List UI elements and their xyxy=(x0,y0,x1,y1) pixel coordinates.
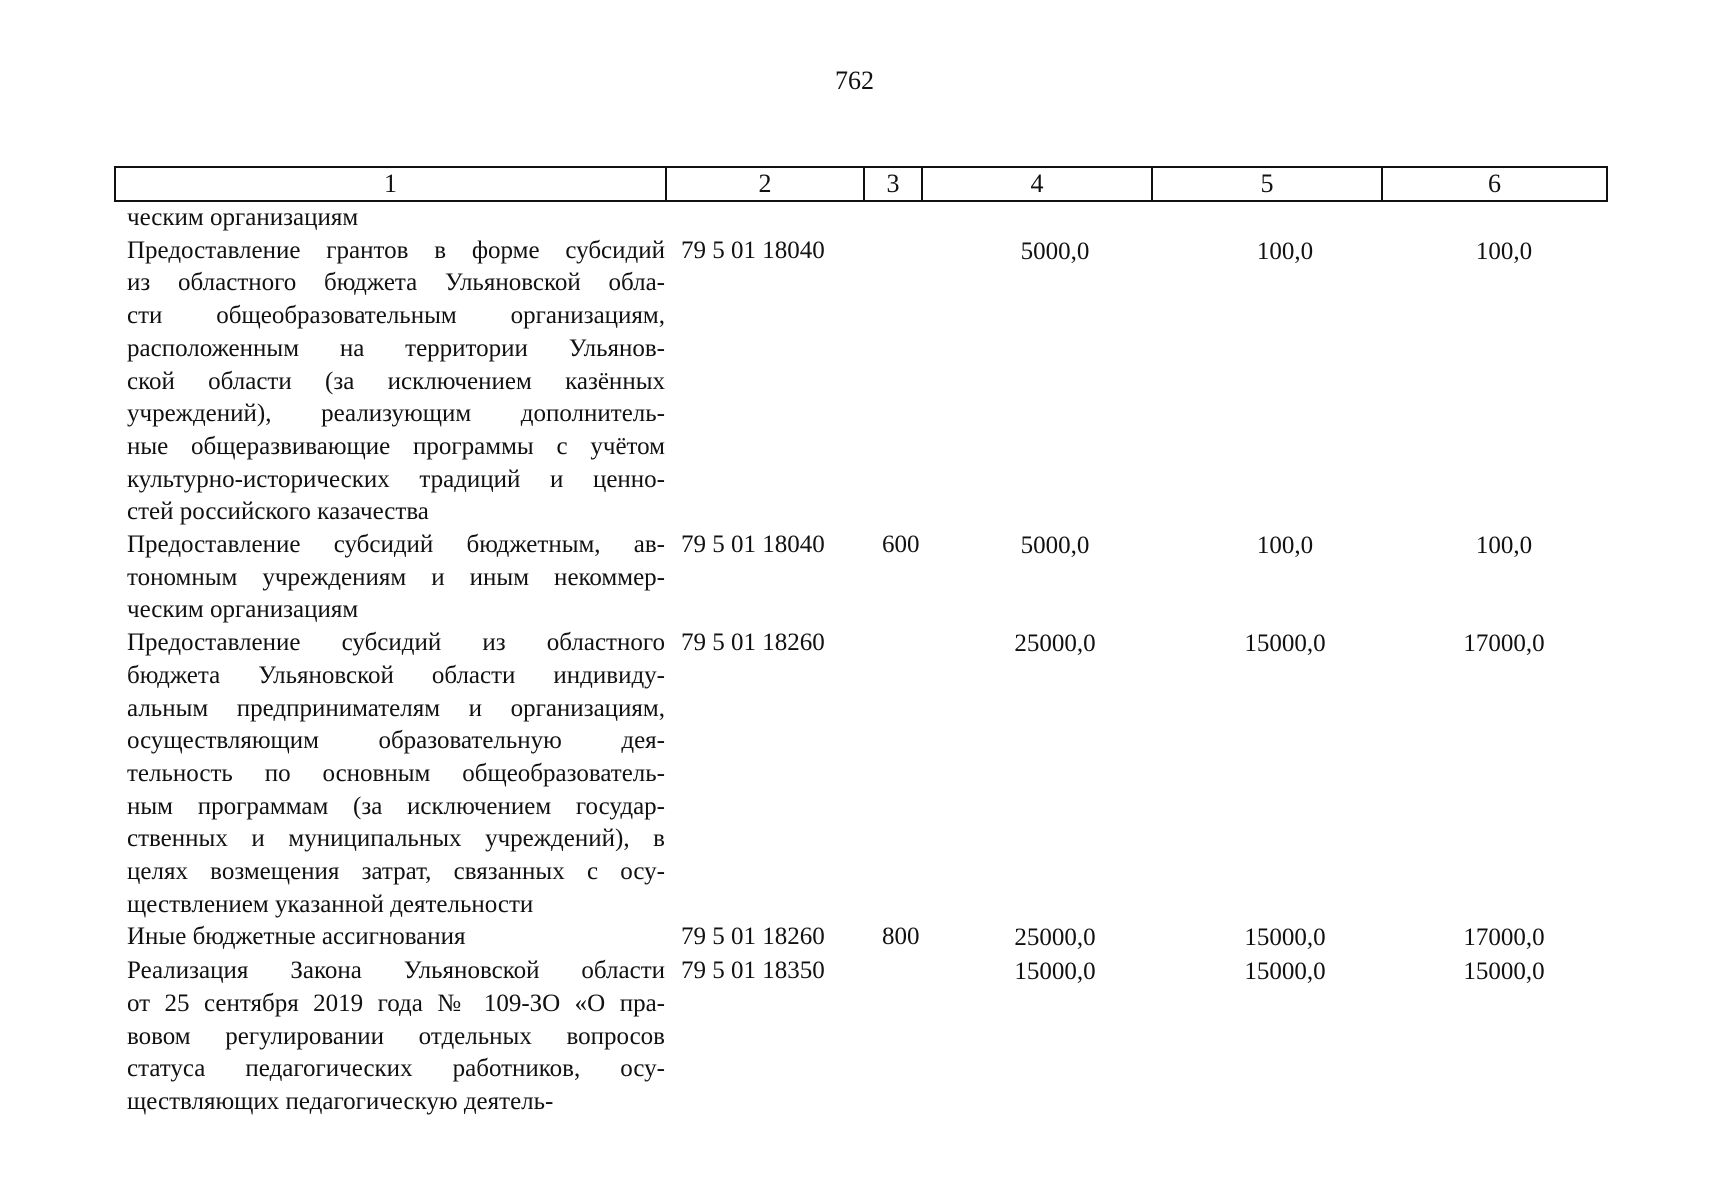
description-line: вовом регулировании отдельных вопросов xyxy=(127,1022,665,1050)
table-row xyxy=(114,202,1608,235)
row-value-col5: 15000,0 xyxy=(1244,924,1326,952)
description-line: Предоставление субсидий из областного xyxy=(127,629,665,657)
description-line: тономным учреждениям и иным некоммер- xyxy=(127,563,665,591)
description-line: осуществляющим образовательную дея- xyxy=(127,727,665,755)
row-expense-kind: 600 xyxy=(882,531,920,559)
description-line: ществлением указанной деятельности xyxy=(127,890,534,918)
row-value-col5: 100,0 xyxy=(1256,237,1314,265)
table-header xyxy=(114,166,1608,202)
description-line: расположенным на территории Ульянов- xyxy=(127,334,665,362)
description-line: ческим организациям xyxy=(127,204,359,231)
row-value-col6: 100,0 xyxy=(1475,237,1533,265)
row-value-col5 xyxy=(1170,202,1400,203)
description-line: тельность по основным общеобразователь- xyxy=(127,759,665,787)
row-value-col4 xyxy=(940,202,1170,203)
description-line: от 25 сентября 2019 года № 109-ЗО «О пра- xyxy=(127,989,665,1017)
description-line: Иные бюджетные ассигнования xyxy=(127,923,466,951)
description-line: стей российского казачества xyxy=(127,498,429,526)
row-value-col5: 15000,0 xyxy=(1244,958,1326,986)
description-line: ской области (за исключением казённых xyxy=(127,367,665,395)
description-line: ществляющих педагогическую деятель- xyxy=(127,1087,554,1115)
table-row xyxy=(114,235,1608,529)
column-header-3: 3 xyxy=(865,168,923,200)
row-description xyxy=(114,955,665,1119)
row-description xyxy=(114,202,665,235)
row-value-col5: 100,0 xyxy=(1256,532,1314,560)
description-line: культурно-исторических традиций и ценно- xyxy=(127,465,665,493)
row-target-code: 79 5 01 18260 xyxy=(681,923,825,951)
row-expense-kind: 800 xyxy=(882,923,920,951)
description-line: ные общеразвивающие программы с учётом xyxy=(127,432,665,460)
description-line: ственных и муниципальных учреждений), в xyxy=(127,825,665,853)
column-header-5: 5 xyxy=(1153,168,1383,200)
row-description xyxy=(114,529,665,627)
column-header-1: 1 xyxy=(116,168,667,200)
description-line: альным предпринимателям и организациям, xyxy=(127,694,665,722)
row-value-col5: 15000,0 xyxy=(1244,630,1326,658)
description-line: учреждений), реализующим дополнитель- xyxy=(127,400,665,428)
row-description xyxy=(114,921,665,954)
page-number: 762 xyxy=(835,66,874,95)
row-description xyxy=(114,627,665,921)
column-header-6: 6 xyxy=(1488,169,1501,198)
row-target-code: 79 5 01 18040 xyxy=(681,236,825,264)
table-row xyxy=(114,921,1608,955)
description-line: целях возмещения затрат, связанных с осу- xyxy=(127,858,665,886)
description-line: Реализация Закона Ульяновской области xyxy=(127,957,665,985)
row-value-col6: 17000,0 xyxy=(1463,924,1545,952)
column-header-4: 4 xyxy=(923,168,1153,200)
description-line: из областного бюджета Ульяновской обла- xyxy=(127,269,665,297)
row-value-col4: 5000,0 xyxy=(1020,532,1090,560)
row-value-col6 xyxy=(1400,202,1608,203)
description-line: бюджета Ульяновской области индивиду- xyxy=(127,661,665,689)
description-line: ческим организациям xyxy=(127,596,359,624)
row-value-col4: 25000,0 xyxy=(1014,924,1096,952)
column-header-2: 2 xyxy=(667,168,865,200)
row-target-code: 79 5 01 18260 xyxy=(681,629,825,657)
row-target-code: 79 5 01 18040 xyxy=(681,531,825,559)
row-value-col4: 5000,0 xyxy=(1020,237,1090,265)
description-line: Предоставление субсидий бюджетным, ав- xyxy=(127,531,665,559)
row-value-col6: 100,0 xyxy=(1475,532,1533,560)
description-line: сти общеобразовательным организациям, xyxy=(127,302,665,330)
table-body xyxy=(114,202,1608,1119)
row-value-col6: 15000,0 xyxy=(1463,958,1545,986)
row-value-col4: 25000,0 xyxy=(1014,630,1096,658)
description-line: статуса педагогических работников, осу- xyxy=(127,1055,665,1083)
description-line: ным программам (за исключением государ- xyxy=(127,792,665,820)
row-target-code: 79 5 01 18350 xyxy=(681,957,825,985)
description-line: Предоставление грантов в форме субсидий xyxy=(127,236,665,264)
row-value-col6: 17000,0 xyxy=(1463,630,1545,658)
table-row xyxy=(114,529,1608,627)
row-value-col4: 15000,0 xyxy=(1014,958,1096,986)
table-row xyxy=(114,627,1608,921)
table-row xyxy=(114,955,1608,1119)
row-description xyxy=(114,235,665,529)
